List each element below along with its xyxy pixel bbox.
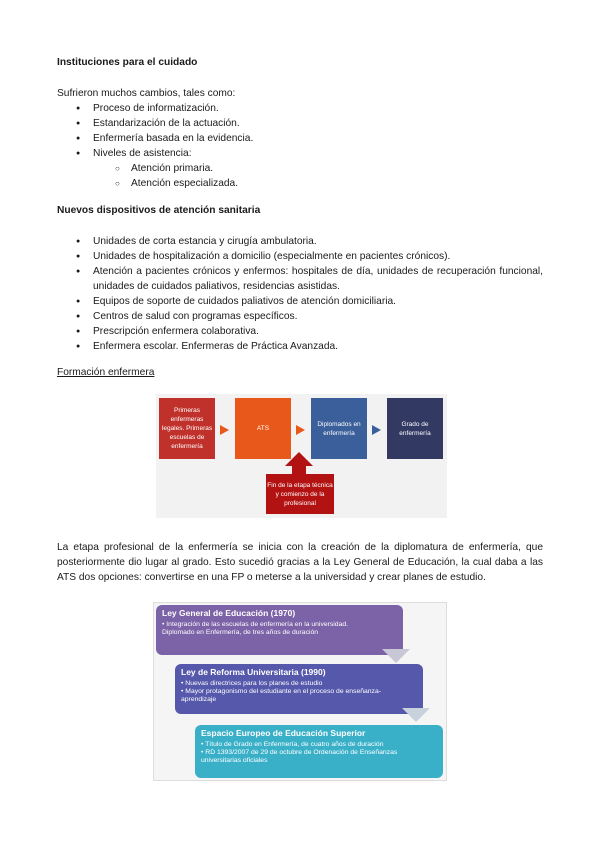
- list-item: ● Estandarización de la actuación.: [77, 116, 543, 131]
- timeline-point: • Nuevas directrices para los planes de estudio: [181, 680, 323, 687]
- list-item: ● Equipos de soporte de cuidados paliativos de atención domiciliaria.: [77, 294, 543, 309]
- formacion-flow-diagram: [156, 394, 447, 518]
- timeline-point: • Título de Grado en Enfermería, de cuatro años de duración: [201, 741, 384, 748]
- timeline-down-arrow: [402, 708, 430, 722]
- flow-box-diplomados: Diplomados en enfermería: [311, 398, 367, 459]
- section-title-instituciones: Instituciones para el cuidado: [57, 57, 198, 68]
- list-item: ● Niveles de asistencia:: [77, 146, 543, 161]
- section-title-dispositivos: Nuevos dispositivos de atención sanitaria: [57, 205, 261, 216]
- flow-box-grado: Grado de enfermería: [387, 398, 443, 459]
- sub-list-item: ○ Atención especializada.: [115, 176, 238, 191]
- flow-up-arrow: [285, 452, 313, 466]
- timeline-box-1970: [156, 605, 403, 655]
- list-item: ● Enfermería basada en la evidencia.: [77, 131, 543, 146]
- flow-box-primeras: Primeras enfermeras legales. Primeras escuelas de enfermería: [159, 398, 215, 459]
- sub-list-item: ○ Atención primaria.: [115, 161, 238, 176]
- bullet-list-1: [77, 101, 543, 161]
- paragraph-etapa-profesional: La etapa profesional de la enfermería se inicia con la creación de la diplomatura de enfermería, que posteriormente dio lugar al grado. Esto sucedió gracias a la Ley General de Educación, la cual daba a las ATS dos opciones: convertirse en una FP o meterse a la universidad y crear planes de estudio.: [57, 542, 543, 583]
- list-item: ● Unidades de corta estancia y cirugía ambulatoria.: [77, 234, 543, 249]
- section-title-formacion: Formación enfermera: [57, 367, 155, 378]
- list-item: ● Atención a pacientes crónicos y enfermos: hospitales de día, unidades de recuperación funcional, unidades de cuidados paliativos, residencias asistidas.: [77, 264, 543, 294]
- flow-box-fin-etapa: Fin de la etapa técnica y comienzo de la profesional: [266, 474, 334, 514]
- list-item: ● Unidades de hospitalización a domicilio (especialmente en pacientes crónicos).: [77, 249, 543, 264]
- timeline-point: • Integración de las escuelas de enfermería en la universidad. Diplomado en Enfermería, de tres años de duración: [162, 621, 349, 636]
- list-item: ● Enfermera escolar. Enfermeras de Práctica Avanzada.: [77, 339, 543, 354]
- flow-box-ats: ATS: [235, 398, 291, 459]
- timeline-title: Ley General de Educación (1970): [162, 608, 296, 618]
- list-item: ● Prescripción enfermera colaborativa.: [77, 324, 543, 339]
- list-item: ● Centros de salud con programas específicos.: [77, 309, 543, 324]
- education-laws-figure: [153, 602, 447, 781]
- timeline-title: Espacio Europeo de Educación Superior: [201, 728, 366, 738]
- timeline-box-1990: [175, 664, 423, 714]
- timeline-down-arrow: [382, 649, 410, 663]
- bullet-list-2: [77, 234, 543, 354]
- flow-arrow: [372, 425, 381, 435]
- timeline-box-eees: [195, 725, 443, 778]
- flow-arrow: [220, 425, 229, 435]
- timeline-point: • RD 1393/2007 de 29 de octubre de Ordenación de Enseñanzas universitarias oficiales: [201, 749, 398, 764]
- flow-arrow: [296, 425, 305, 435]
- timeline-title: Ley de Reforma Universitaria (1990): [181, 667, 326, 677]
- sub-list: [115, 161, 238, 191]
- list-item: ● Proceso de informatización.: [77, 101, 543, 116]
- timeline-point: • Mayor protagonismo del estudiante en el proceso de enseñanza-aprendizaje: [181, 688, 382, 703]
- intro-text: Sufrieron muchos cambios, tales como:: [57, 88, 236, 99]
